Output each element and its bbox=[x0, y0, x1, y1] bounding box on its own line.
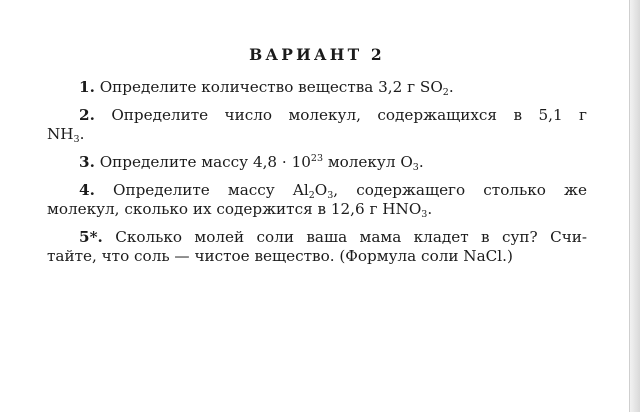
punctuation: . bbox=[418, 153, 424, 171]
task-line-2 bbox=[15, 125, 587, 144]
task-text: Определите число молекул, содержащихся в 5,1 г bbox=[111, 106, 588, 124]
task-number: 5*. bbox=[79, 228, 103, 246]
task-2 bbox=[47, 106, 587, 144]
task-text: Определите количество вещества 3,2 г SO bbox=[99, 78, 443, 96]
task-text: Сколько молей соли ваша мама кладет в суп? Счи- bbox=[115, 228, 587, 246]
task-text: молекул, сколько их содержится в 12,6 г HNO bbox=[47, 200, 422, 218]
page-edge bbox=[629, 0, 640, 412]
task-text: , содержащего столько же bbox=[333, 181, 587, 199]
task-line bbox=[47, 106, 587, 125]
task-text: Определите массу Al bbox=[113, 181, 309, 199]
task-number: 1. bbox=[79, 78, 95, 96]
task-1 bbox=[47, 78, 587, 97]
task-line-2: тайте, что соль — чистое вещество. (Формула соли NaCl.) bbox=[47, 247, 513, 265]
task-4 bbox=[47, 181, 587, 219]
task-text: Определите массу 4,8 · 10 bbox=[99, 153, 311, 171]
subscript: 3 bbox=[412, 162, 419, 173]
task-number: 4. bbox=[79, 181, 95, 199]
subscript: 2 bbox=[308, 190, 315, 201]
subscript: 2 bbox=[442, 87, 449, 98]
subscript: 3 bbox=[421, 209, 428, 220]
punctuation: . bbox=[79, 125, 85, 143]
punctuation: . bbox=[427, 200, 433, 218]
task-line bbox=[47, 228, 587, 247]
task-line bbox=[47, 181, 587, 200]
worksheet bbox=[47, 38, 587, 275]
task-number: 3. bbox=[79, 153, 95, 171]
task-3 bbox=[47, 153, 587, 172]
variant-title: ВАРИАНТ 2 bbox=[249, 45, 385, 64]
punctuation: . bbox=[448, 78, 454, 96]
task-5 bbox=[47, 228, 587, 266]
task-text: молекул O bbox=[323, 153, 413, 171]
task-number: 2. bbox=[79, 106, 95, 124]
task-text: O bbox=[314, 181, 328, 199]
superscript: 23 bbox=[310, 153, 323, 164]
task-text: NH bbox=[47, 125, 74, 143]
subscript: 3 bbox=[73, 134, 80, 145]
subscript: 3 bbox=[327, 190, 334, 201]
task-line-2 bbox=[15, 200, 587, 219]
